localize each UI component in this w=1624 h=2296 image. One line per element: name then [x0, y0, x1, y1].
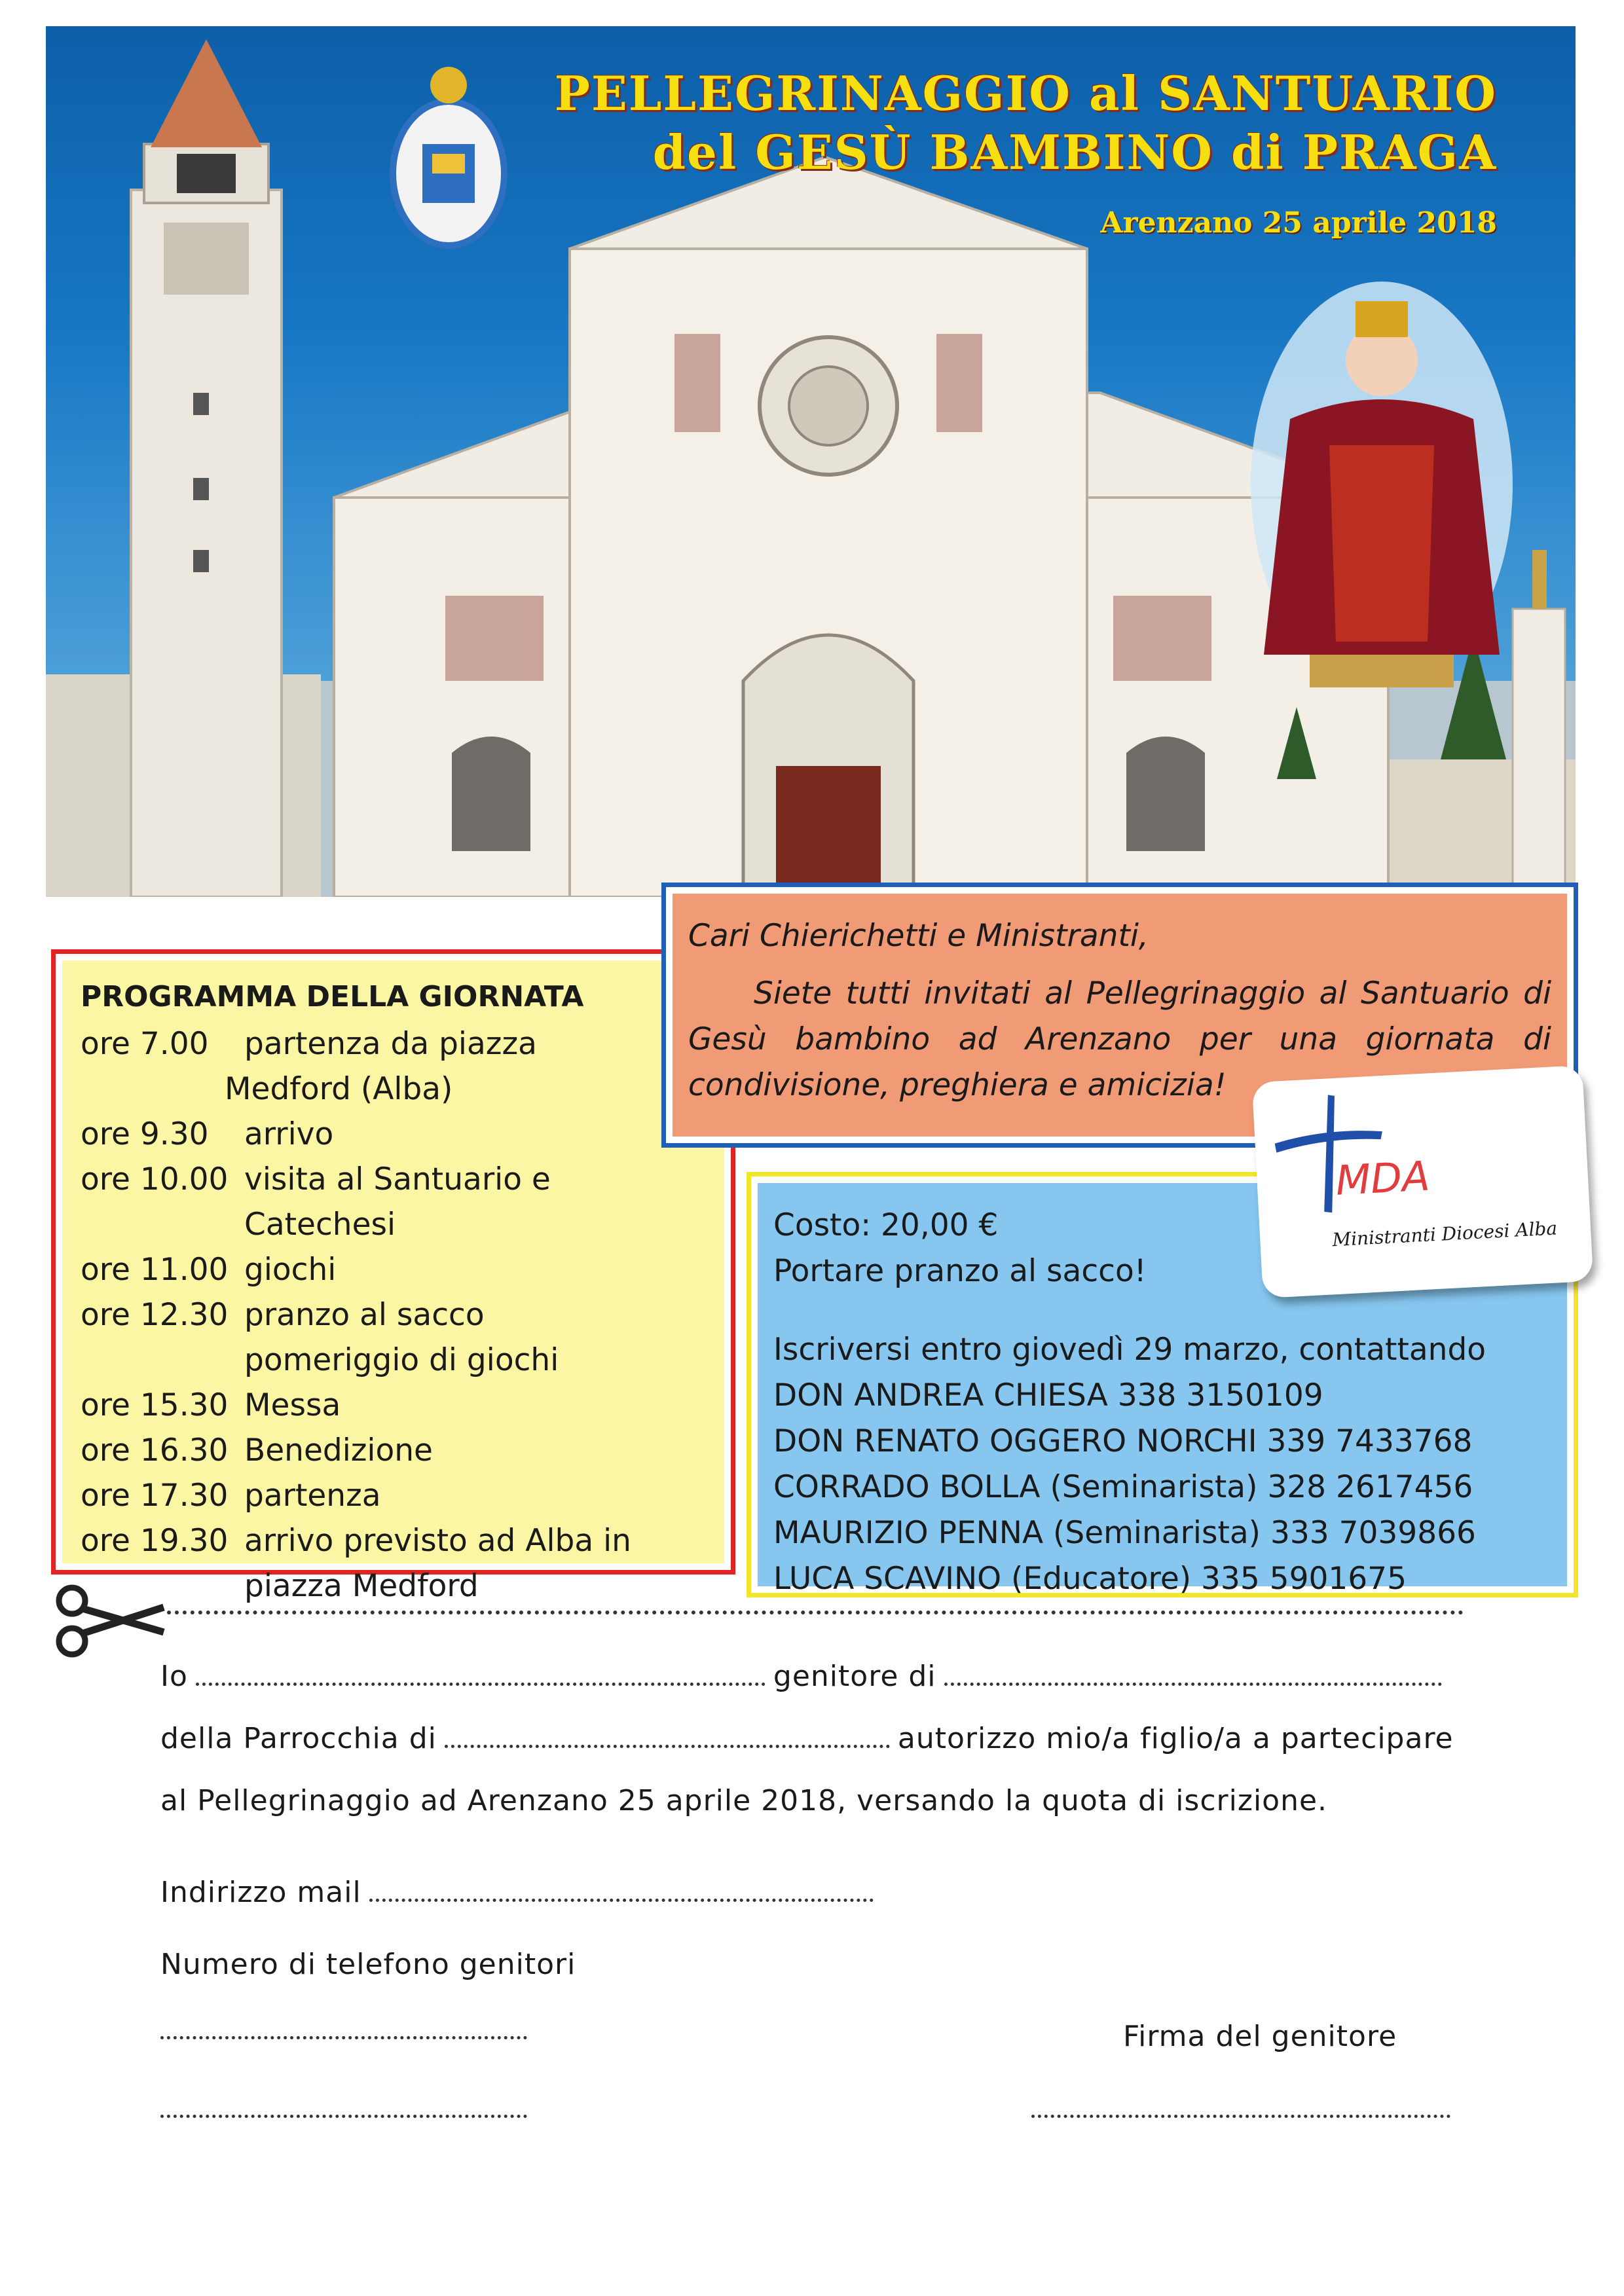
child-name-field[interactable]	[944, 1676, 1442, 1686]
title-line-1: PELLEGRINAGGIO al SANTUARIO	[554, 65, 1497, 121]
io-label: Io	[160, 1660, 188, 1693]
program-time: ore 10.00	[81, 1161, 229, 1197]
lunch-note: Portare pranzo al sacco!	[773, 1253, 1147, 1289]
cost: Costo: 20,00 €	[773, 1207, 999, 1243]
form-line-2	[160, 1722, 1454, 1755]
program-text-continuation: pomeriggio di giochi	[244, 1342, 559, 1378]
program-text: giochi	[244, 1252, 337, 1288]
cut-line	[167, 1611, 1464, 1614]
program-text-continuation: piazza Medford	[244, 1568, 479, 1604]
program-time: ore 9.30	[81, 1116, 209, 1152]
program-text: arrivo	[244, 1116, 334, 1152]
program-panel	[62, 960, 724, 1604]
program-item	[81, 1247, 706, 1292]
coat-of-arms-icon	[393, 67, 504, 246]
program-time: ore 15.30	[81, 1387, 229, 1423]
program-text: Messa	[244, 1387, 341, 1423]
contact-item: MAURIZIO PENNA (Seminarista) 333 7039866	[773, 1515, 1476, 1551]
contact-item: DON RENATO OGGERO NORCHI 339 7433768	[773, 1423, 1473, 1459]
program-item	[81, 1157, 706, 1247]
invitation-body: Siete tutti invitati al Pellegrinaggio al Santuario di Gesù bambino ad Arenzano per una giornata di condivisione, preghiera e amicizia!	[688, 975, 1551, 1103]
program-item	[81, 1428, 706, 1473]
program-time: ore 19.30	[81, 1523, 229, 1559]
autorizzo-label: autorizzo mio/a figlio/a a partecipare	[897, 1722, 1454, 1755]
program-item	[81, 1021, 706, 1066]
form-line-1	[160, 1660, 1450, 1693]
program-text: arrivo previsto ad Alba in	[244, 1523, 631, 1559]
parrocchia-label: della Parrocchia di	[160, 1722, 437, 1755]
program-text: pranzo al sacco	[244, 1297, 485, 1333]
parish-field[interactable]	[445, 1738, 890, 1748]
program-item	[81, 1112, 706, 1157]
program-text: Benedizione	[244, 1432, 433, 1468]
program-time: ore 7.00	[81, 1026, 209, 1062]
program-text: visita al Santuario e Catechesi	[244, 1161, 551, 1243]
genitore-label: genitore di	[773, 1660, 936, 1693]
program-time: ore 16.30	[81, 1432, 229, 1468]
email-label: Indirizzo mail	[160, 1876, 361, 1909]
program-time: ore 17.30	[81, 1478, 229, 1514]
email-field[interactable]	[369, 1892, 874, 1902]
title-line-2: del GESÙ BAMBINO di PRAGA	[652, 124, 1497, 180]
form-line-3: al Pellegrinaggio ad Arenzano 25 aprile 2018, versando la quota di iscrizione.	[160, 1784, 1328, 1817]
program-text: partenza	[244, 1478, 381, 1514]
form-line-email	[160, 1876, 881, 1909]
contact-item: CORRADO BOLLA (Seminarista) 328 2617456	[773, 1469, 1473, 1505]
invitation-greeting: Cari Chierichetti e Ministranti,	[688, 918, 1149, 954]
program-item	[81, 1518, 706, 1563]
signature-field[interactable]	[1031, 2108, 1450, 2118]
program-time: ore 11.00	[81, 1252, 229, 1288]
logo-subtitle: Ministranti Diocesi Alba	[1331, 1217, 1558, 1251]
program-text-continuation: Medford (Alba)	[225, 1071, 453, 1107]
event-date: Arenzano 25 aprile 2018	[1100, 206, 1497, 240]
phone-label: Numero di telefono genitori	[160, 1948, 576, 1981]
program-text: partenza da piazza	[244, 1026, 537, 1062]
signature-label: Firma del genitore	[1123, 2020, 1397, 2053]
mda-logo	[1252, 1065, 1594, 1298]
name-field[interactable]	[196, 1676, 766, 1686]
phone-field-1[interactable]	[160, 2030, 527, 2039]
contact-item: LUCA SCAVINO (Educatore) 335 5901675	[773, 1561, 1407, 1597]
program-item	[81, 1292, 706, 1338]
enroll-note: Iscriversi entro giovedì 29 marzo, contattando	[773, 1332, 1486, 1368]
program-item	[81, 1473, 706, 1518]
program-item	[81, 1383, 706, 1428]
contact-item: DON ANDREA CHIESA 338 3150109	[773, 1377, 1323, 1413]
logo-text: MDA	[1334, 1152, 1431, 1205]
program-time: ore 12.30	[81, 1297, 229, 1333]
hero-photo	[46, 26, 1576, 897]
program-box	[51, 949, 735, 1604]
scissors-icon	[52, 1581, 170, 1660]
program-title: PROGRAMMA DELLA GIORNATA	[81, 980, 584, 1013]
phone-field-2[interactable]	[160, 2108, 527, 2118]
